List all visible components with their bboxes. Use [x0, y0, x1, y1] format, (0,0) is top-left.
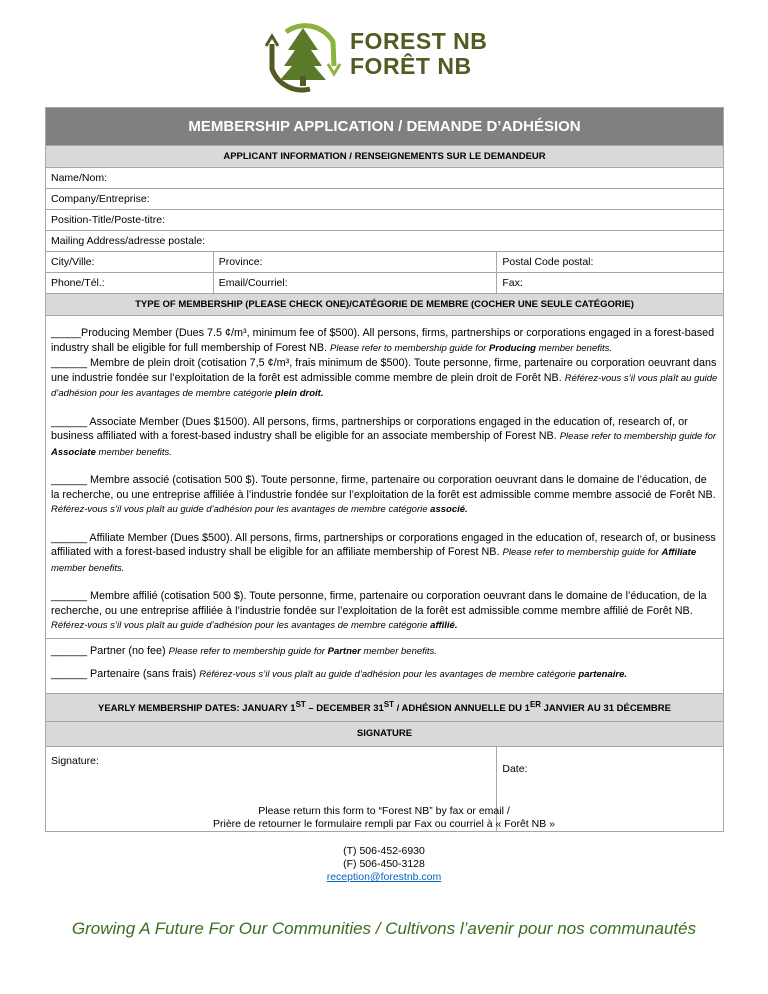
note-bold: partenaire. [578, 669, 627, 680]
signature-header: SIGNATURE [46, 721, 724, 746]
date-label: Date: [502, 762, 528, 775]
option-text: _____Producing Member (Dues 7.5 ¢/m³, minimum fee of $500). All persons, firms, partnerships or corporations engaged in a forest-based industry shall be eligible for full membership of Forest NB. [51, 327, 715, 354]
return-instructions [0, 805, 768, 831]
note: Référez-vous s’il vous plaît au guide d’adhésion pour les avantages de membre catégorie [51, 504, 428, 515]
city-field[interactable] [46, 252, 214, 273]
note: Référez-vous s’il vous plaît au guide d’adhésion pour les avantages de membre catégorie [51, 372, 718, 399]
sup: ST [383, 699, 394, 709]
province-field[interactable] [213, 252, 497, 273]
producing-option-fr[interactable]: ______ Membre de plein droit (cotisation 7,5 ¢/m³, frais minimum de $500). Toute personne, firme, partenaire ou corporation oeuvrant dans une industrie fondée sur l’exploitation de la forêt est admissible comme membre de plein droit de Forêt NB. [51, 357, 717, 384]
note: Please refer to membership guide for [502, 547, 659, 558]
fax-label: Fax: [502, 277, 523, 289]
partner-options [46, 638, 724, 693]
postal-label: Postal Code postal: [502, 256, 594, 268]
option-text: ______ Membre associé (cotisation 500 $). Toute personne, firme, partenaire ou corporation oeuvrant dans le domaine de l’éducation, de la recherche, ou une entreprise affiliée à l’industrie fondée sur l’exploitation de la forêt est admissible comme membre associé de Forêt NB. [51, 474, 716, 501]
yearly-text: – DECEMBER 31 [305, 703, 384, 715]
name-label: Name/Nom: [51, 172, 108, 184]
note-bold: plein droit. [274, 388, 324, 399]
affiliate-option-fr[interactable] [51, 589, 718, 634]
note-bold: Associate [51, 446, 96, 458]
affiliate-option-en[interactable] [51, 531, 718, 577]
slogan: Growing A Future For Our Communities / Cultivons l’avenir pour nos communautés [71, 919, 697, 938]
email-field[interactable] [213, 273, 497, 294]
note: Référez-vous s’il vous plaît au guide d’adhésion pour les avantages de membre catégorie [199, 669, 576, 680]
phone-field[interactable] [46, 273, 214, 294]
logo-text-en: FOREST NB [350, 28, 488, 54]
company-field[interactable] [46, 189, 724, 210]
note-bold: Producing [489, 342, 536, 354]
phone-label: Phone/Tél.: [51, 277, 105, 289]
note: Please refer to membership guide for [559, 431, 717, 442]
option-text: ______ Partner (no fee) [51, 644, 166, 657]
yearly-text: / ADHÉSION ANNUELLE DU 1 [393, 703, 530, 715]
partner-option-fr[interactable] [51, 667, 718, 683]
return-line-en: Please return this form to “Forest NB” by fax or email / [258, 805, 510, 817]
contact-info [0, 845, 768, 884]
membership-form [45, 107, 724, 832]
note-bold: affilié. [430, 620, 458, 631]
mailing-label: Mailing Address/adresse postale: [51, 235, 206, 247]
position-field[interactable] [46, 210, 724, 231]
logo-text-fr: FORÊT NB [350, 53, 472, 79]
company-label: Company/Entreprise: [51, 193, 150, 205]
name-field[interactable] [46, 168, 724, 189]
note-bold: Affiliate [661, 547, 697, 558]
fax-number: (F) 506-450-3128 [343, 858, 425, 870]
option-text: ______ Membre affilié (cotisation 500 $). Toute personne, firme, partenaire ou corporation oeuvrant dans le domaine de l’éducation, de la recherche, ou une entreprise affiliée à l’industrie fondée sur l’exploitation de la forêt est admissible comme membre affilié de Forêt NB. [51, 590, 707, 617]
partner-option-en[interactable] [51, 644, 718, 660]
note: Please refer to membership guide for [168, 645, 325, 657]
note: Référez-vous s’il vous plaît au guide d’adhésion pour les avantages de membre catégorie [51, 620, 428, 631]
position-label: Position-Title/Poste-titre: [51, 214, 165, 226]
fax-field[interactable] [497, 273, 724, 294]
note: Please refer to membership guide for [330, 342, 487, 354]
note: member benefits. [363, 645, 437, 657]
membership-type-header: TYPE OF MEMBERSHIP (PLEASE CHECK ONE)/CATÉGORIE DE MEMBRE (COCHER UNE SEULE CATÉGORIE) [46, 294, 724, 316]
option-text: ______ Partenaire (sans frais) [51, 668, 197, 680]
associate-option-en[interactable] [51, 415, 718, 461]
tree-cycle-icon [258, 14, 348, 94]
option-text: ______ Affiliate Member (Dues $500). All persons, firms, partnerships or corporations engaged in the education of, research of, or business affiliated with a forest-based industry shall be eligible for an affiliate membership of Forest NB. [51, 531, 716, 558]
postal-code-field[interactable] [497, 252, 724, 273]
note: member benefits. [98, 446, 172, 458]
email-link[interactable]: reception@forestnb.com [326, 871, 442, 883]
note-bold: associé. [430, 504, 468, 515]
note: member benefits. [538, 342, 613, 354]
yearly-dates-header [46, 693, 724, 721]
form-title: MEMBERSHIP APPLICATION / DEMANDE D’ADHÉSION [46, 108, 724, 146]
forest-nb-logo [258, 14, 518, 94]
associate-option-fr[interactable] [51, 473, 718, 518]
applicant-section-header: APPLICANT INFORMATION / RENSEIGNEMENTS SUR LE DEMANDEUR [46, 146, 724, 168]
sup: ST [295, 699, 306, 709]
mailing-address-field[interactable] [46, 231, 724, 252]
email-label: Email/Courriel: [218, 277, 288, 289]
city-label: City/Ville: [51, 256, 95, 268]
note: member benefits. [51, 562, 125, 574]
sup: ER [529, 699, 541, 709]
note-bold: Partner [327, 645, 361, 657]
return-line-fr: Prière de retourner le formulaire rempli par Fax ou courriel à « Forêt NB » [213, 818, 555, 830]
yearly-text: JANVIER AU 31 DÉCEMBRE [540, 703, 671, 715]
signature-label: Signature: [51, 754, 99, 767]
membership-options [46, 316, 724, 639]
producing-option-en[interactable] [51, 326, 718, 402]
option-text: ______ Associate Member (Dues $1500). All persons, firms, partnerships or corporations engaged in the education of, research of, or business affiliated with a forest-based industry shall be eligible for an associate membership of Forest NB. [51, 415, 688, 442]
phone-number: (T) 506-452-6930 [343, 845, 425, 857]
yearly-text: YEARLY MEMBERSHIP DATES: JANUARY 1 [97, 703, 296, 715]
province-label: Province: [218, 256, 263, 268]
